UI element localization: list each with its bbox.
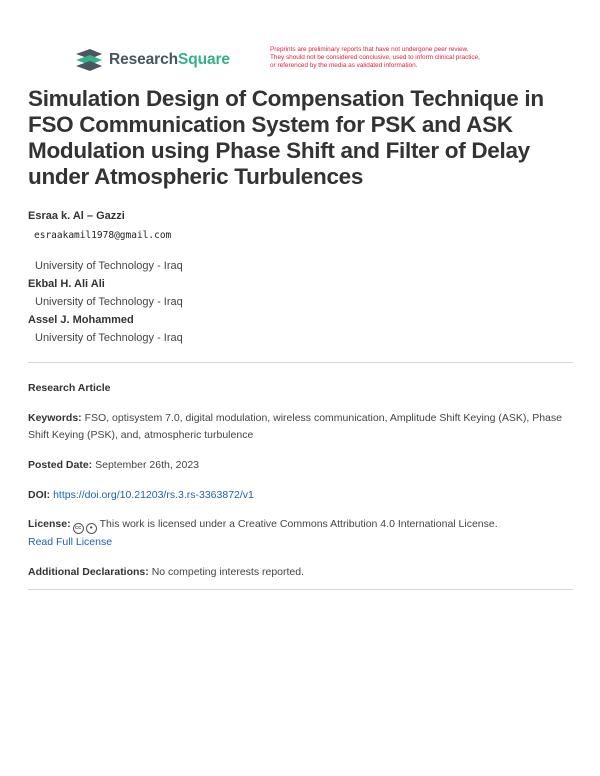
article-type xyxy=(28,380,576,397)
doi-label: DOI: xyxy=(28,489,51,501)
logo-text xyxy=(109,51,230,69)
preprint-disclaimer xyxy=(270,46,540,70)
research-square-logo[interactable] xyxy=(74,47,230,73)
posted-date-value: September 26th, 2023 xyxy=(95,459,200,471)
keywords xyxy=(28,410,576,444)
license xyxy=(28,516,576,551)
author-name: Assel J. Mohammed xyxy=(28,314,134,326)
disclaimer-line: or referenced by the media as validated information. xyxy=(270,62,418,69)
author-name: Ekbal H. Ali Ali xyxy=(28,278,105,290)
research-square-logo-icon xyxy=(74,48,104,72)
doi-link[interactable]: https://doi.org/10.21203/rs.3.rs-3363872/v1 xyxy=(53,489,254,501)
paper-title: Simulation Design of Compensation Technique in FSO Communication System for PSK and ASK Modulation using Phase Shift and Filter of Delay under Atmospheric Turbulences xyxy=(28,86,544,189)
by-icon: ● xyxy=(86,523,97,534)
declarations-value: No competing interests reported. xyxy=(151,566,305,578)
posted-date xyxy=(28,457,576,474)
additional-declarations xyxy=(28,564,576,581)
logo-word-research: Research xyxy=(109,51,178,68)
author-affiliation: University of Technology - Iraq xyxy=(35,332,183,344)
logo-word-square: Square xyxy=(178,51,230,68)
author-affiliation: University of Technology - Iraq xyxy=(35,296,183,308)
author-list xyxy=(28,207,588,347)
author-email[interactable]: esraakamil1978@gmail.com xyxy=(34,230,172,241)
disclaimer-line: Preprints are preliminary reports that have not undergone peer review. xyxy=(270,46,469,53)
license-icons[interactable] xyxy=(73,523,97,534)
read-full-license-link[interactable]: Read Full License xyxy=(28,536,113,548)
author-affiliation: University of Technology - Iraq xyxy=(35,260,183,272)
cc-icon: cc xyxy=(73,523,84,534)
posted-date-label: Posted Date: xyxy=(28,459,93,471)
keywords-label: Keywords: xyxy=(28,412,82,424)
doi xyxy=(28,487,576,504)
license-text: This work is licensed under a Creative Commons Attribution 4.0 International License. xyxy=(99,518,498,530)
article-type-label: Research Article xyxy=(28,382,111,394)
author-name: Esraa k. Al – Gazzi xyxy=(28,210,125,222)
disclaimer-line: They should not be considered conclusive, used to inform clinical practice, xyxy=(270,54,480,61)
keywords-value: FSO, optisystem 7.0, digital modulation, wireless communication, Amplitude Shift Keying (ASK), Phase Shift Keying (PSK), and, atmospheric turbulence xyxy=(28,412,562,441)
license-label: License: xyxy=(28,518,71,530)
declarations-label: Additional Declarations: xyxy=(28,566,149,578)
divider xyxy=(28,589,573,590)
divider xyxy=(28,362,573,363)
